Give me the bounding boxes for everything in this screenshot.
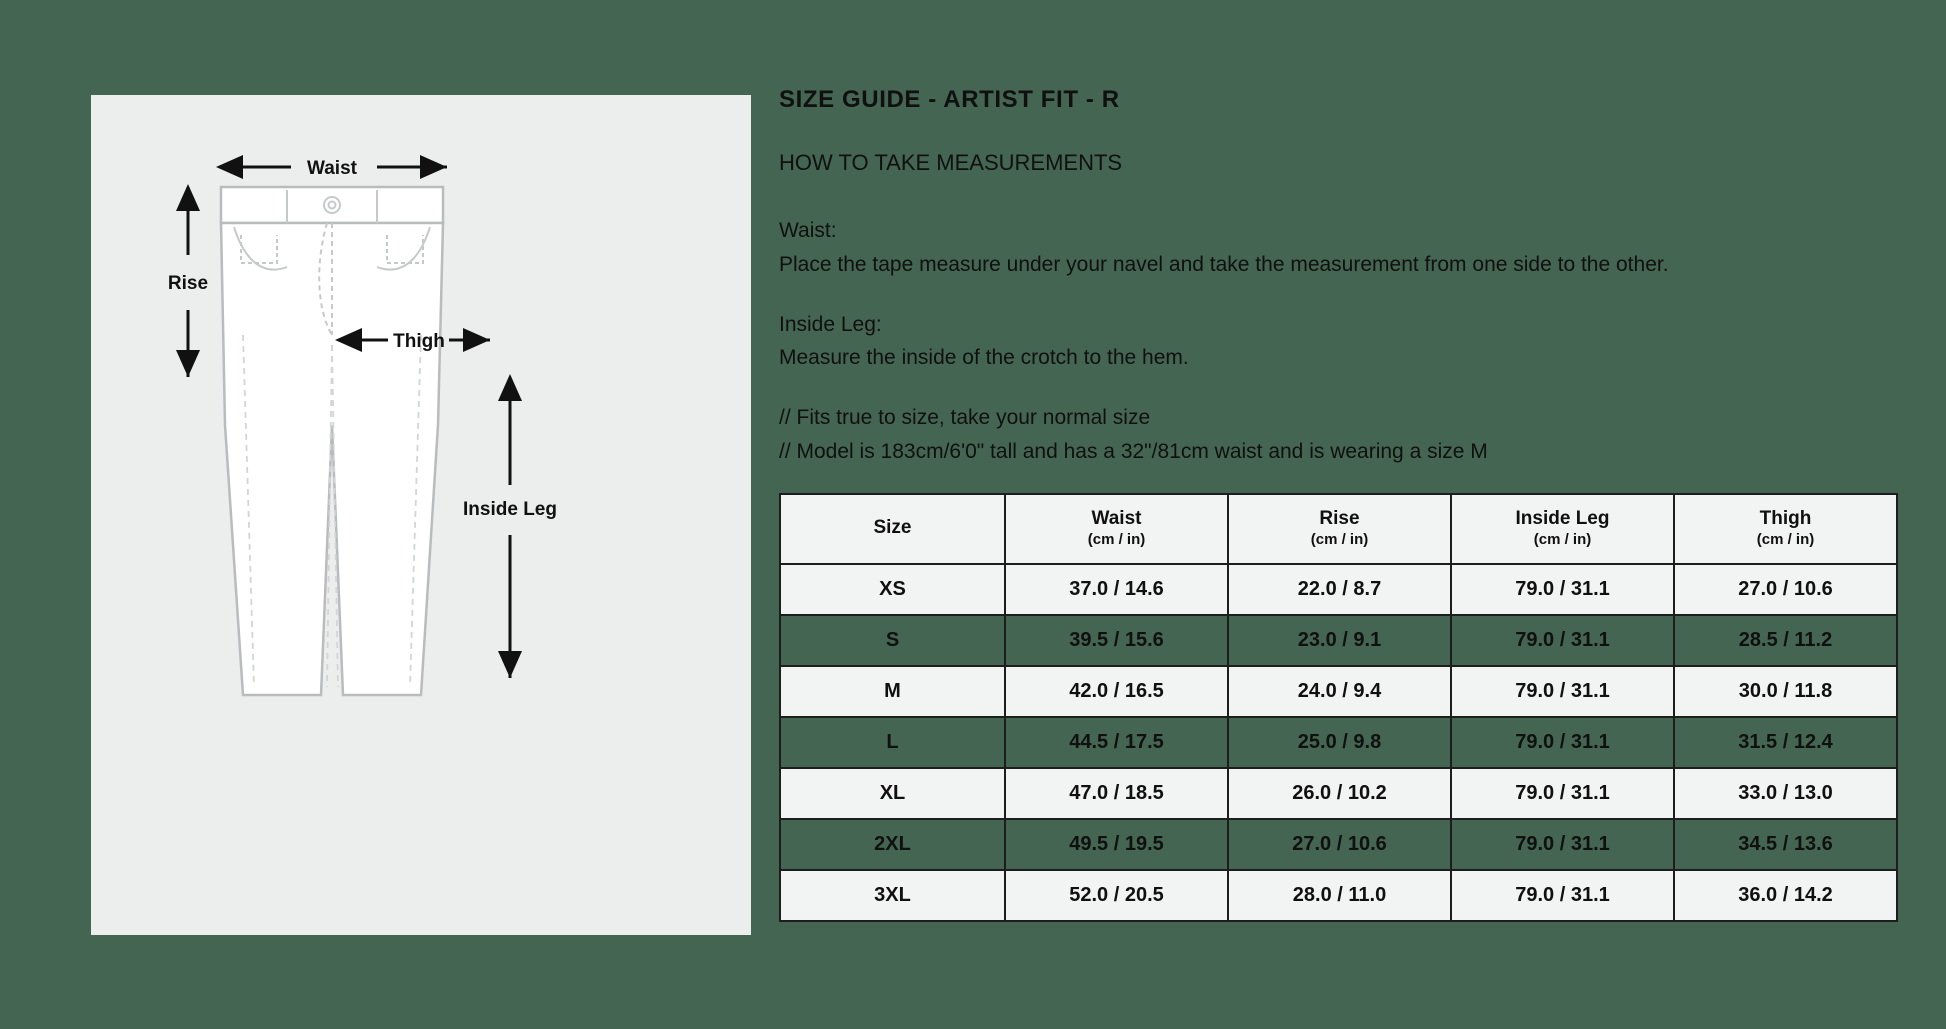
cell-thigh: 31.5 / 12.4 xyxy=(1674,717,1897,768)
cell-waist: 49.5 / 19.5 xyxy=(1005,819,1228,870)
table-row xyxy=(780,819,1897,870)
column-header-rise xyxy=(1228,494,1451,565)
table-row xyxy=(780,870,1897,921)
waist-dimension xyxy=(219,158,447,179)
fit-note-sizing: // Fits true to size, take your normal size xyxy=(779,406,1151,430)
size-table-head xyxy=(780,494,1897,565)
column-header-waist xyxy=(1005,494,1228,565)
cell-size: 3XL xyxy=(780,870,1005,921)
waist-dimension-label: Waist xyxy=(307,158,357,179)
cell-rise: 28.0 / 11.0 xyxy=(1228,870,1451,921)
inside-leg-dimension-label: Inside Leg xyxy=(463,499,557,520)
cell-rise: 26.0 / 10.2 xyxy=(1228,768,1451,819)
cell-waist: 52.0 / 20.5 xyxy=(1005,870,1228,921)
inside-leg-instructions-text: Measure the inside of the crotch to the hem. xyxy=(779,346,1189,370)
column-header-thigh xyxy=(1674,494,1897,565)
table-row xyxy=(780,666,1897,717)
size-guide-content xyxy=(779,86,1859,922)
cell-size: XL xyxy=(780,768,1005,819)
size-measurements-table xyxy=(779,493,1898,923)
cell-size: S xyxy=(780,615,1005,666)
cell-inside-leg: 79.0 / 31.1 xyxy=(1451,615,1674,666)
cell-waist: 37.0 / 14.6 xyxy=(1005,564,1228,615)
size-table-body xyxy=(780,564,1897,921)
pants-diagram-panel xyxy=(91,95,751,935)
cell-size: 2XL xyxy=(780,819,1005,870)
column-header-inside-leg-unit: (cm / in) xyxy=(1533,530,1592,548)
cell-inside-leg: 79.0 / 31.1 xyxy=(1451,768,1674,819)
column-header-waist-label: Waist xyxy=(1091,507,1142,529)
cell-size: XS xyxy=(780,564,1005,615)
column-header-thigh-unit: (cm / in) xyxy=(1756,530,1815,548)
column-header-waist-unit: (cm / in) xyxy=(1087,530,1146,548)
column-header-inside-leg-label: Inside Leg xyxy=(1515,507,1610,529)
table-row xyxy=(780,615,1897,666)
thigh-dimension-label: Thigh xyxy=(393,331,445,352)
cell-size: L xyxy=(780,717,1005,768)
table-row xyxy=(780,564,1897,615)
cell-waist: 39.5 / 15.6 xyxy=(1005,615,1228,666)
table-row xyxy=(780,717,1897,768)
table-header-row xyxy=(780,494,1897,565)
column-header-size-label: Size xyxy=(873,517,912,539)
column-header-size xyxy=(780,494,1005,565)
cell-inside-leg: 79.0 / 31.1 xyxy=(1451,564,1674,615)
inside-leg-dimension xyxy=(463,377,557,678)
waist-instructions-heading: Waist: xyxy=(779,219,837,242)
table-row xyxy=(780,768,1897,819)
column-header-rise-unit: (cm / in) xyxy=(1310,530,1369,548)
column-header-thigh-label: Thigh xyxy=(1759,507,1812,529)
cell-rise: 24.0 / 9.4 xyxy=(1228,666,1451,717)
rise-dimension xyxy=(168,187,208,377)
fit-notes xyxy=(779,403,1859,467)
cell-size: M xyxy=(780,666,1005,717)
column-header-rise-label: Rise xyxy=(1319,507,1360,529)
cell-inside-leg: 79.0 / 31.1 xyxy=(1451,666,1674,717)
cell-rise: 27.0 / 10.6 xyxy=(1228,819,1451,870)
cell-inside-leg: 79.0 / 31.1 xyxy=(1451,870,1674,921)
waist-instructions-text: Place the tape measure under your navel and take the measurement from one side to the other. xyxy=(779,252,1669,276)
cell-rise: 25.0 / 9.8 xyxy=(1228,717,1451,768)
rise-dimension-label: Rise xyxy=(167,273,209,294)
howto-heading: HOW TO TAKE MEASUREMENTS xyxy=(779,150,1123,175)
cell-thigh: 36.0 / 14.2 xyxy=(1674,870,1897,921)
column-header-inside-leg xyxy=(1451,494,1674,565)
cell-thigh: 34.5 / 13.6 xyxy=(1674,819,1897,870)
cell-inside-leg: 79.0 / 31.1 xyxy=(1451,819,1674,870)
inside-leg-instructions-heading: Inside Leg: xyxy=(779,312,882,336)
cell-rise: 23.0 / 9.1 xyxy=(1228,615,1451,666)
pants-technical-drawing xyxy=(91,95,751,935)
cell-rise: 22.0 / 8.7 xyxy=(1228,564,1451,615)
inside-leg-instructions xyxy=(779,310,1859,374)
cell-waist: 42.0 / 16.5 xyxy=(1005,666,1228,717)
cell-waist: 47.0 / 18.5 xyxy=(1005,768,1228,819)
cell-waist: 44.5 / 17.5 xyxy=(1005,717,1228,768)
page-title: SIZE GUIDE - ARTIST FIT - R xyxy=(779,86,1120,113)
waist-instructions xyxy=(779,216,1859,280)
cell-thigh: 28.5 / 11.2 xyxy=(1674,615,1897,666)
fit-note-model: // Model is 183cm/6'0" tall and has a 32"/81cm waist and is wearing a size M xyxy=(779,440,1488,464)
cell-thigh: 33.0 / 13.0 xyxy=(1674,768,1897,819)
cell-thigh: 27.0 / 10.6 xyxy=(1674,564,1897,615)
cell-thigh: 30.0 / 11.8 xyxy=(1674,666,1897,717)
cell-inside-leg: 79.0 / 31.1 xyxy=(1451,717,1674,768)
